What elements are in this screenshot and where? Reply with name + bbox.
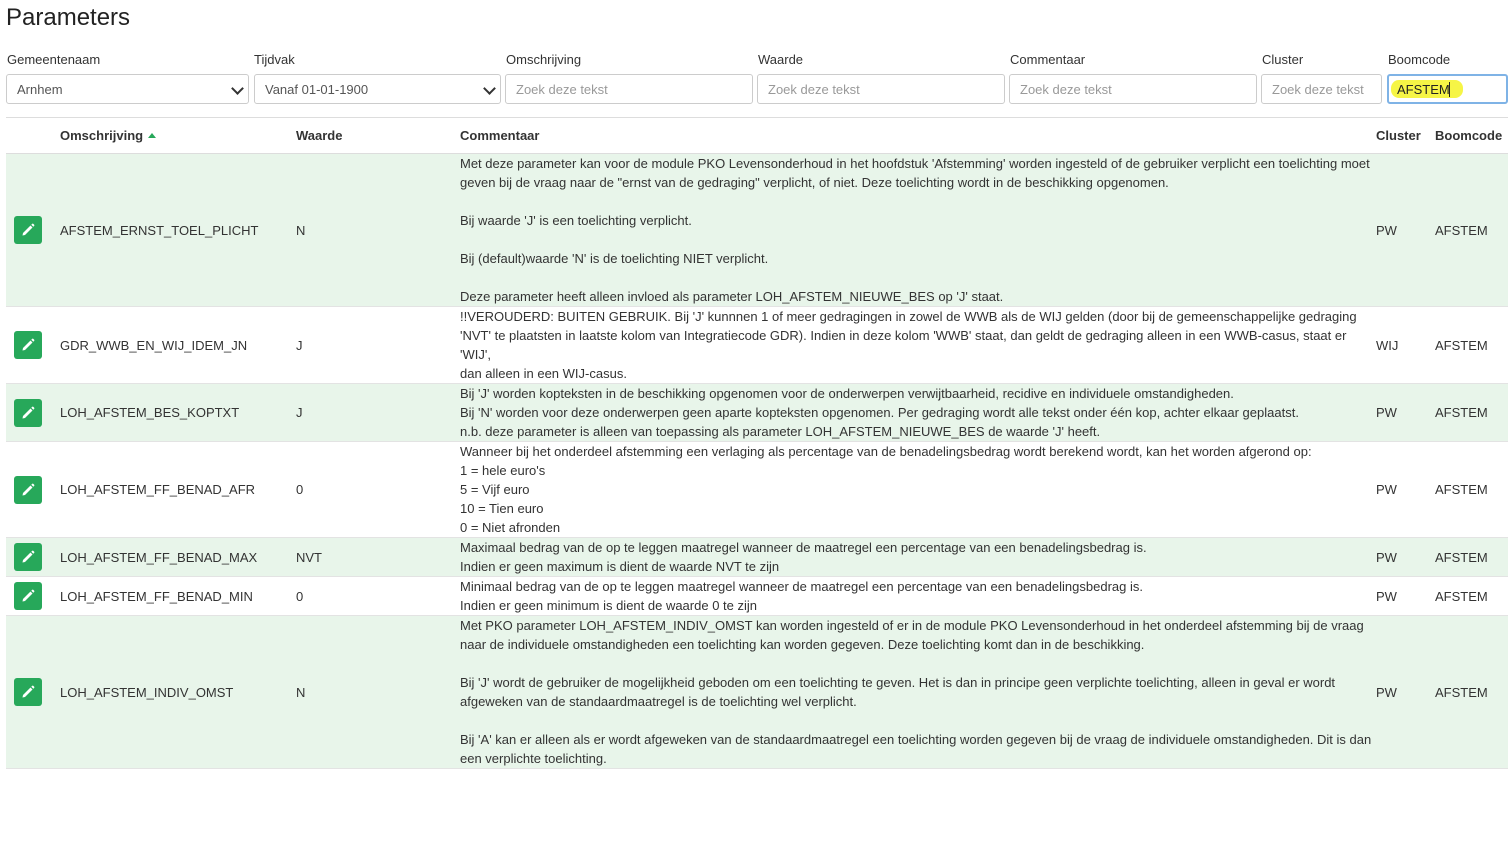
- text-caret: [1449, 82, 1450, 97]
- omschrijving-cell: LOH_AFSTEM_FF_BENAD_AFR: [60, 442, 296, 538]
- edit-cell: [6, 384, 60, 442]
- omschrijving-header-label: Omschrijving: [60, 128, 144, 143]
- boomcode-cell: AFSTEM: [1435, 616, 1508, 769]
- sort-ascending-icon: [148, 133, 156, 138]
- edit-button[interactable]: [14, 399, 42, 427]
- comment-paragraph: Bij (default)waarde 'N' is de toelichting NIET verplicht.: [460, 251, 769, 266]
- pencil-icon: [21, 406, 35, 420]
- cluster-column-header[interactable]: Cluster: [1376, 118, 1435, 154]
- cluster-cell: PW: [1376, 577, 1435, 616]
- pencil-icon: [21, 483, 35, 497]
- boomcode-cell: AFSTEM: [1435, 384, 1508, 442]
- waarde-cell: N: [296, 154, 460, 307]
- comment-paragraph: Maximaal bedrag van de op te leggen maatregel wanneer de maatregel een percentage van een benadelingsbedrag is. Indien er geen maximum is dient de waarde NVT te zijn: [460, 540, 1147, 574]
- cluster-cell: PW: [1376, 538, 1435, 577]
- comment-paragraph: Bij 'A' kan er alleen als er wordt afgeweken van de standaardmaatregel een toelichting worden gegeven bij de vraag de individuele omstandigheden. Dit is dan een verplichte toelichting.: [460, 732, 1372, 766]
- table-row: [6, 442, 1508, 538]
- cluster-cell: PW: [1376, 442, 1435, 538]
- tijdvak-select-wrap: [254, 74, 501, 104]
- edit-cell: [6, 442, 60, 538]
- comment-paragraph: Minimaal bedrag van de op te leggen maatregel wanneer de maatregel een percentage van een benadelingsbedrag is. Indien er geen minimum is dient de waarde 0 te zijn: [460, 579, 1143, 613]
- edit-button[interactable]: [14, 678, 42, 706]
- omschrijving-search-input[interactable]: [505, 74, 753, 104]
- omschrijving-column-header[interactable]: [60, 118, 296, 154]
- waarde-column-header[interactable]: Waarde: [296, 118, 460, 154]
- boomcode-cell: AFSTEM: [1435, 538, 1508, 577]
- comment-paragraph: Bij 'J' wordt de gebruiker de mogelijkheid geboden om een toelichting te geven. Het is dan in principe geen verplichte toelichting, alleen in geval er wordt afgeweken van de standaardmaatregel is de toelichting wel verplicht.: [460, 675, 1336, 709]
- edit-cell: [6, 616, 60, 769]
- omschrijving-cell: LOH_AFSTEM_BES_KOPTXT: [60, 384, 296, 442]
- comment-paragraph: Bij 'J' worden kopteksten in de beschikking opgenomen voor de onderwerpen verwijtbaarheid, recidive en individuele omstandigheden. Bij 'N' worden voor deze onderwerpen geen aparte kopteksten opgenomen. Per gedraging wordt alle tekst onder één kop, achter elkaar geplaatst. n.b. deze parameter is alleen van toepassing als parameter LOH_AFSTEM_NIEUWE_BES de waarde 'J' heeft.: [460, 386, 1299, 439]
- omschrijving-cell: GDR_WWB_EN_WIJ_IDEM_JN: [60, 307, 296, 384]
- edit-cell: [6, 154, 60, 307]
- boomcode-cell: AFSTEM: [1435, 307, 1508, 384]
- boomcode-column-header[interactable]: Boomcode: [1435, 118, 1508, 154]
- waarde-cell: NVT: [296, 538, 460, 577]
- pencil-icon: [21, 589, 35, 603]
- cluster-cell: PW: [1376, 154, 1435, 307]
- cluster-cell: PW: [1376, 616, 1435, 769]
- cluster-search-input[interactable]: [1261, 74, 1382, 104]
- waarde-search-input[interactable]: [757, 74, 1005, 104]
- waarde-cell: N: [296, 616, 460, 769]
- comment-paragraph: Met PKO parameter LOH_AFSTEM_INDIV_OMST kan worden ingesteld of er in de module PKO Levensonderhoud in het onderdeel afstemming bij de vraag naar de individuele omstandigheden een toelichting kan worden gegeven. Deze toelichting komt dan in de beschikking.: [460, 618, 1364, 652]
- table-row: [6, 307, 1508, 384]
- commentaar-cell: [460, 384, 1376, 442]
- omschrijving-cell: LOH_AFSTEM_FF_BENAD_MAX: [60, 538, 296, 577]
- commentaar-cell: [460, 154, 1376, 307]
- table-row: [6, 577, 1508, 616]
- tijdvak-select[interactable]: [254, 74, 501, 104]
- commentaar-cell: [460, 616, 1376, 769]
- comment-paragraph: Wanneer bij het onderdeel afstemming een verlaging als percentage van de benadelingsbedrag wordt berekend wordt, kan het worden afgerond op: 1 = hele euro's 5 = Vijf euro 10 = Tien euro 0 = Niet afronden: [460, 444, 1312, 535]
- omschrijving-cell: LOH_AFSTEM_INDIV_OMST: [60, 616, 296, 769]
- page-title: Parameters: [6, 4, 131, 31]
- edit-cell: [6, 307, 60, 384]
- gemeentenaam-label: Gemeentenaam: [7, 52, 101, 67]
- comment-paragraph: Deze parameter heeft alleen invloed als parameter LOH_AFSTEM_NIEUWE_BES op 'J' staat.: [460, 289, 1004, 304]
- pencil-icon: [21, 338, 35, 352]
- gemeentenaam-select[interactable]: [6, 74, 249, 104]
- boomcode-cell: AFSTEM: [1435, 577, 1508, 616]
- edit-button[interactable]: [14, 582, 42, 610]
- table-row: [6, 154, 1508, 307]
- waarde-cell: J: [296, 384, 460, 442]
- tijdvak-label: Tijdvak: [254, 52, 295, 67]
- edit-column-header: [6, 118, 60, 154]
- boomcode-search-input[interactable]: [1387, 74, 1508, 104]
- edit-cell: [6, 577, 60, 616]
- boomcode-cell: AFSTEM: [1435, 442, 1508, 538]
- table-row: [6, 616, 1508, 769]
- commentaar-cell: [460, 442, 1376, 538]
- cluster-cell: PW: [1376, 384, 1435, 442]
- parameters-table: [6, 117, 1508, 769]
- cluster-cell: WIJ: [1376, 307, 1435, 384]
- commentaar-cell: [460, 577, 1376, 616]
- commentaar-search-input[interactable]: [1009, 74, 1257, 104]
- waarde-cell: J: [296, 307, 460, 384]
- boomcode-filter-label: Boomcode: [1388, 52, 1451, 67]
- table-header-row: [6, 118, 1508, 154]
- pencil-icon: [21, 685, 35, 699]
- table-row: [6, 384, 1508, 442]
- edit-button[interactable]: [14, 476, 42, 504]
- table-row: [6, 538, 1508, 577]
- edit-button[interactable]: [14, 543, 42, 571]
- edit-cell: [6, 538, 60, 577]
- comment-paragraph: !!VEROUDERD: BUITEN GEBRUIK. Bij 'J' kunnnen 1 of meer gedragingen in zowel de WWB als de WIJ gelden (door bij de gemeenschappelijke gedraging 'NVT' te plaatsten in laatste kolom van Integratiecode GDR). Indien in deze kolom 'WWB' staat, dan geldt de gedraging alleen in een WWB-casus, staat er 'WIJ', dan alleen in een WIJ-casus.: [460, 309, 1357, 381]
- waarde-filter-label: Waarde: [758, 52, 804, 67]
- gemeentenaam-select-wrap: [6, 74, 249, 104]
- comment-paragraph: Bij waarde 'J' is een toelichting verplicht.: [460, 213, 692, 228]
- commentaar-cell: [460, 538, 1376, 577]
- waarde-cell: 0: [296, 577, 460, 616]
- cluster-filter-label: Cluster: [1262, 52, 1304, 67]
- commentaar-cell: [460, 307, 1376, 384]
- omschrijving-filter-label: Omschrijving: [506, 52, 582, 67]
- commentaar-column-header[interactable]: Commentaar: [460, 118, 1376, 154]
- waarde-cell: 0: [296, 442, 460, 538]
- edit-button[interactable]: [14, 216, 42, 244]
- pencil-icon: [21, 550, 35, 564]
- omschrijving-cell: LOH_AFSTEM_FF_BENAD_MIN: [60, 577, 296, 616]
- boomcode-cell: AFSTEM: [1435, 154, 1508, 307]
- edit-button[interactable]: [14, 331, 42, 359]
- commentaar-filter-label: Commentaar: [1010, 52, 1086, 67]
- omschrijving-cell: AFSTEM_ERNST_TOEL_PLICHT: [60, 154, 296, 307]
- table-body: [6, 154, 1508, 769]
- pencil-icon: [21, 223, 35, 237]
- comment-paragraph: Met deze parameter kan voor de module PKO Levensonderhoud in het hoofdstuk 'Afstemming' worden ingesteld of de gebruiker verplicht een toelichting moet geven bij de vraag naar de "ernst van de gedraging" verplicht, of niet. Deze toelichting wordt in de beschikking opgenomen.: [460, 156, 1370, 190]
